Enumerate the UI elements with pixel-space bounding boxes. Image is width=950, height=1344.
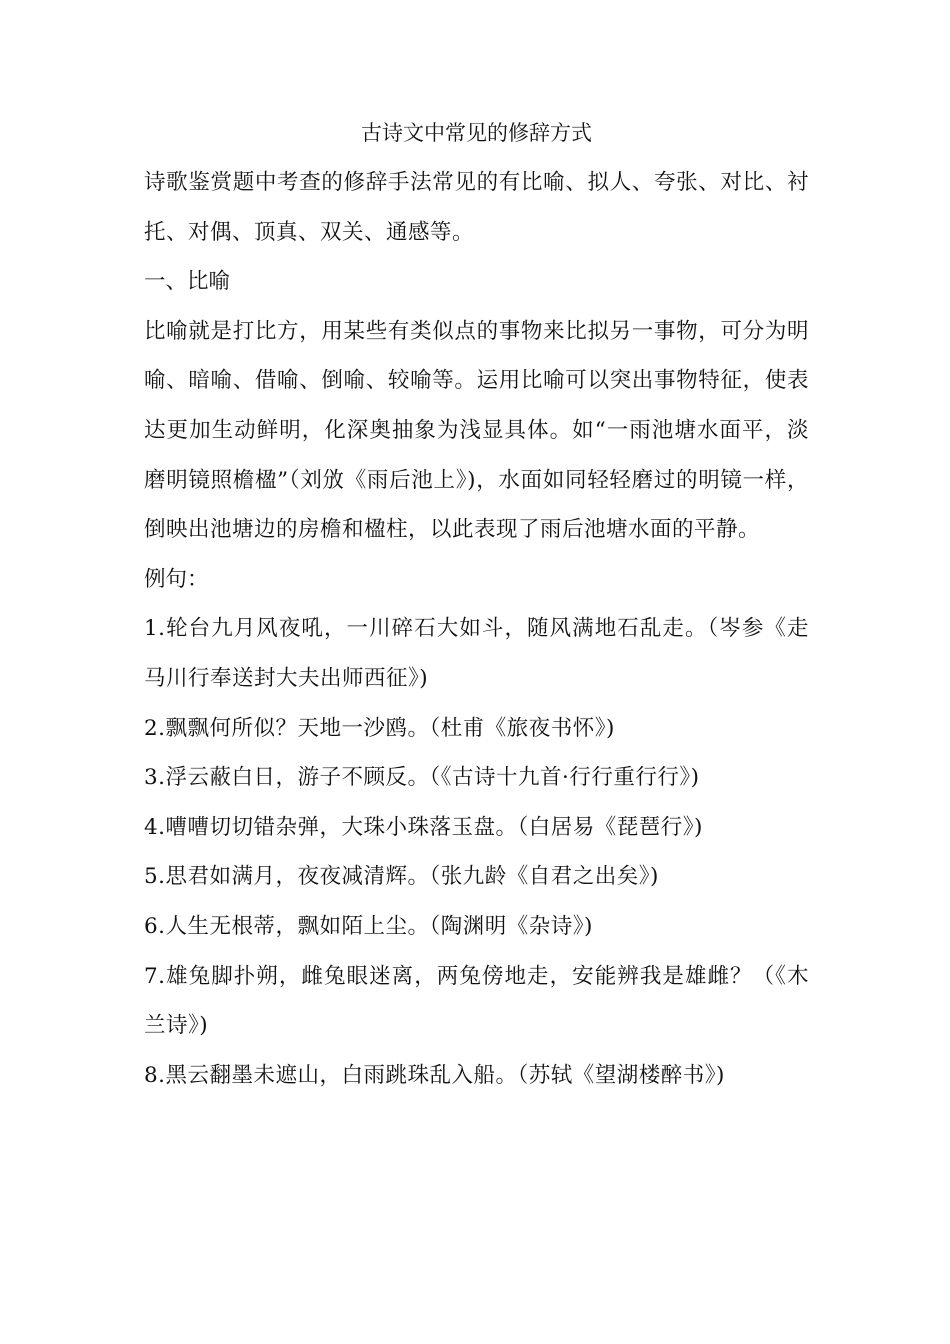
document-page (144, 108, 809, 1100)
example-item: 4.嘈嘈切切错杂弹，大珠小珠落玉盘。（白居易《琵琶行》) (144, 814, 703, 840)
intro-paragraph: 诗歌鉴赏题中考查的修辞手法常见的有比喻、拟人、夸张、对比、衬托、对偶、顶真、双关、通感等。 (144, 170, 809, 245)
example-item: 8.黑云翻墨未遮山，白雨跳珠乱入船。（苏轼《望湖楼醉书》) (144, 1062, 725, 1088)
example-item: 7.雄兔脚扑朔，雌兔眼迷离，两兔傍地走，安能辨我是雄雌？（《木兰诗》) (144, 963, 809, 1039)
example-item: 2.飘飘何所似？天地一沙鸥。（杜甫《旅夜书怀》) (144, 715, 615, 741)
example-item: 3.浮云蔽白日，游子不顾反。（《古诗十九首·行行重行行》) (144, 765, 700, 791)
example-item: 5.思君如满月，夜夜减清辉。（张九龄《自君之出矣》) (144, 864, 659, 890)
examples-label: 例句： (144, 566, 209, 592)
examples-list (144, 604, 809, 1100)
section-heading: 一、比喻 (144, 269, 231, 295)
example-item: 6.人生无根蒂，飘如陌上尘。（陶渊明《杂诗》) (144, 913, 593, 939)
example-item: 1.轮台九月风夜吼，一川碎石大如斗，随风满地石乱走。（岑参《走马川行奉送封大夫出师西征》) (144, 616, 809, 691)
document-title: 古诗文中常见的修辞方式 (361, 121, 592, 145)
section-body-paragraph: 比喻就是打比方，用某些有类似点的事物来比拟另一事物，可分为明喻、暗喻、借喻、倒喻、较喻等。运用比喻可以突出事物特征，使表达更加生动鲜明，化深奥抽象为浅显具体。如“一雨池塘水面平，淡磨明镜照檐楹”（刘攽《雨后池上》)，水面如同轻轻磨过的明镜一样，倒映出池塘边的房檐和楹柱，以此表现了雨后池塘水面的平静。 (144, 318, 809, 543)
